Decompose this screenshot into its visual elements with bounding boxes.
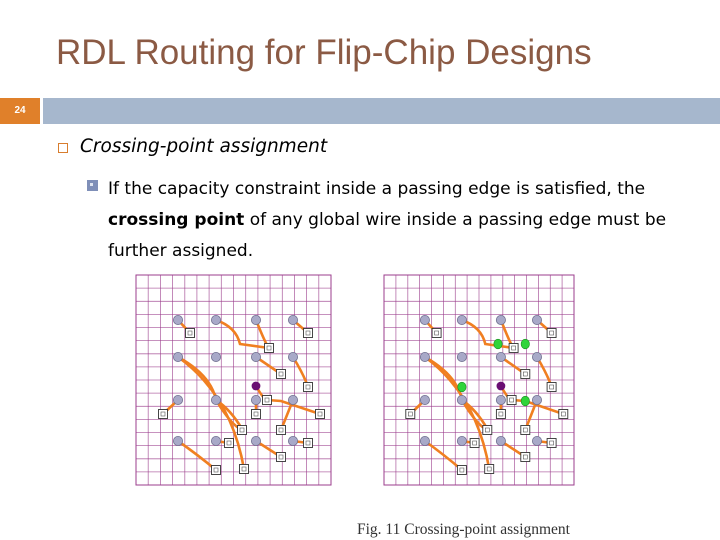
figure-caption: Fig. 11 Crossing-point assignment (357, 521, 570, 538)
bullet-level2 (108, 174, 708, 267)
routing-panel-after (384, 275, 574, 485)
bump-pad (288, 436, 297, 445)
io-pad (265, 344, 274, 353)
io-pad (483, 426, 492, 435)
io-pad (225, 439, 234, 448)
io-pad (521, 370, 530, 379)
io-pad (521, 426, 530, 435)
bump-pad (288, 395, 297, 404)
io-pad (304, 439, 313, 448)
bullet-level2-bold: crossing point (108, 210, 245, 230)
io-pad (238, 426, 247, 435)
bump-pad (173, 352, 182, 361)
io-pad (470, 439, 479, 448)
io-pad (507, 396, 516, 405)
header-accent-bar (43, 98, 720, 124)
bump-pad (496, 395, 505, 404)
bullet-filled-square-icon (87, 180, 98, 191)
crossing-point (494, 339, 502, 349)
io-pad (457, 466, 466, 475)
crossing-point-figure (133, 273, 603, 515)
bump-pad (496, 436, 505, 445)
bump-pad (457, 395, 466, 404)
bullet-level2-text-a: If the capacity constraint inside a passing edge is satisfied, the (108, 179, 646, 199)
io-pad (432, 329, 441, 338)
bump-pad (532, 395, 541, 404)
crossing-point (521, 339, 529, 349)
io-pad (304, 383, 313, 392)
io-pad (316, 410, 325, 419)
bump-pad (496, 315, 505, 324)
bump-pad (251, 352, 260, 361)
io-pad (509, 344, 518, 353)
io-pad (186, 329, 195, 338)
bump-pad (211, 395, 220, 404)
violation-crossing-point (497, 382, 506, 391)
crossing-point (458, 382, 466, 392)
io-pad (277, 426, 286, 435)
io-pad (559, 410, 568, 419)
bullet-square-icon (58, 143, 68, 153)
bump-pad (288, 352, 297, 361)
bump-pad (173, 436, 182, 445)
bump-pad (420, 352, 429, 361)
bump-pad (211, 436, 220, 445)
io-pad (485, 465, 494, 474)
bump-pad (532, 436, 541, 445)
io-pad (521, 453, 530, 462)
io-pad (406, 410, 415, 419)
bump-pad (420, 436, 429, 445)
bump-pad (457, 315, 466, 324)
bump-pad (288, 315, 297, 324)
io-pad (252, 410, 261, 419)
io-pad (547, 329, 556, 338)
bump-pad (532, 315, 541, 324)
bump-pad (532, 352, 541, 361)
io-pad (496, 410, 505, 419)
io-pad (547, 439, 556, 448)
violation-crossing-point (252, 382, 261, 391)
bump-pad (173, 315, 182, 324)
bump-pad (420, 315, 429, 324)
io-pad (240, 465, 249, 474)
io-pad (277, 453, 286, 462)
bullet-level2-text-b: of any global wire inside a passing edge must be further assigned. (108, 210, 667, 261)
bullet-level1: Crossing-point assignment (80, 136, 328, 157)
crossing-point (521, 396, 529, 406)
bump-pad (211, 315, 220, 324)
io-pad (212, 466, 221, 475)
bump-pad (457, 352, 466, 361)
bump-pad (211, 352, 220, 361)
io-pad (277, 370, 286, 379)
slide-title: RDL Routing for Flip-Chip Designs (56, 33, 592, 72)
routing-panel-before (136, 275, 331, 485)
io-pad (159, 410, 168, 419)
bump-pad (420, 395, 429, 404)
slide-number: 24 (14, 105, 26, 116)
io-pad (304, 329, 313, 338)
bump-pad (251, 395, 260, 404)
bump-pad (251, 436, 260, 445)
bump-pad (457, 436, 466, 445)
bump-pad (496, 352, 505, 361)
io-pad (263, 396, 272, 405)
io-pad (547, 383, 556, 392)
bump-pad (173, 395, 182, 404)
bump-pad (251, 315, 260, 324)
